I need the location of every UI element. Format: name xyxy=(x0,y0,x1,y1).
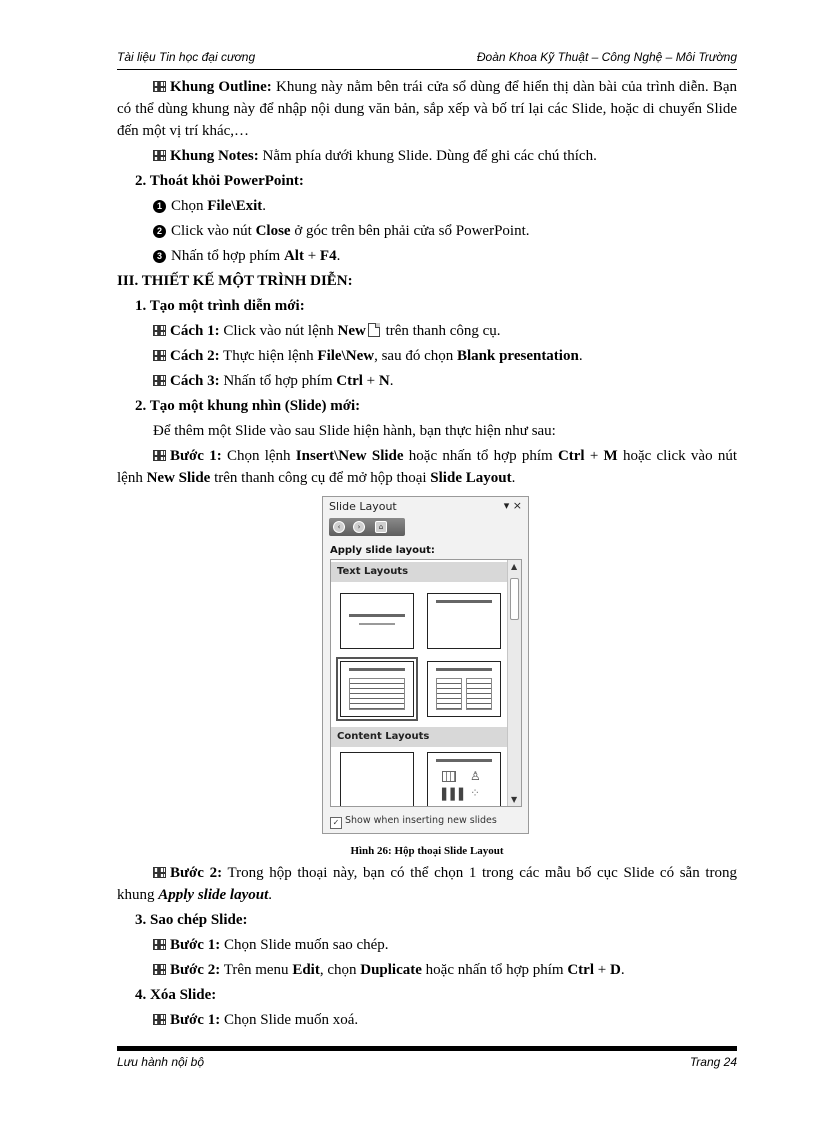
layout-content[interactable] xyxy=(427,752,501,807)
bullet-icon xyxy=(153,1014,166,1025)
show-when-inserting-checkbox[interactable]: ✓ Show when inserting new slides xyxy=(330,815,497,829)
footer-rule xyxy=(117,1046,737,1051)
document-body-continued xyxy=(117,862,737,1034)
exit-heading: 2. Thoát khỏi PowerPoint: xyxy=(135,173,304,189)
layout-title-slide[interactable] xyxy=(340,593,414,649)
way-2: Cách 2: Thực hiện lệnh File\New, sau đó chọn Blank presentation. xyxy=(117,345,737,367)
notes-paragraph: Khung Notes: Nằm phía dưới khung Slide. Dùng để ghi các chú thích. xyxy=(117,145,737,167)
number-two-icon: 2 xyxy=(153,225,166,238)
layout-scrollbar[interactable] xyxy=(507,560,521,806)
group-text-layouts: Text Layouts xyxy=(331,562,507,582)
header-rule xyxy=(117,69,737,70)
bullet-icon xyxy=(153,450,166,461)
page-number: Trang 24 xyxy=(689,1055,737,1069)
layout-title-only[interactable] xyxy=(427,593,501,649)
subsection-3-heading: 3. Sao chép Slide: xyxy=(135,912,248,928)
bullet-icon xyxy=(153,375,166,386)
header-right: Đoàn Khoa Kỹ Thuật – Công Nghệ – Môi Trường xyxy=(476,50,737,64)
subsection-4-heading: 4. Xóa Slide: xyxy=(135,987,217,1003)
home-icon[interactable]: ⌂ xyxy=(375,521,387,533)
subsection-2-intro: Để thêm một Slide vào sau Slide hiện hành, bạn thực hiện như sau: xyxy=(153,423,556,439)
apply-layout-label: Apply slide layout: xyxy=(330,545,435,556)
outline-paragraph: Khung Outline: Khung này nằm bên trái cửa sổ dùng để hiển thị dàn bài của trình diễn. Bạn có thể dùng khung này để nhập nội dung văn bản, sắp xếp và bố trí lại các Slide, hoặc di chuyển Slide đến một vị trí khác,… xyxy=(117,79,738,139)
bullet-icon xyxy=(153,150,166,161)
diagram-icon: ⁘ xyxy=(470,786,481,800)
way-3: Cách 3: Nhấn tổ hợp phím Ctrl + N. xyxy=(117,370,737,392)
figure-caption: Hình 26: Hộp thoại Slide Layout xyxy=(350,845,504,857)
layout-blank[interactable] xyxy=(340,752,414,807)
layout-title-and-text[interactable] xyxy=(340,661,414,717)
scroll-up-icon[interactable]: ▲ xyxy=(511,562,518,571)
bullet-icon xyxy=(153,350,166,361)
new-document-icon xyxy=(368,323,380,337)
layout-list xyxy=(330,559,522,807)
subsection-1-heading: 1. Tạo một trình diễn mới: xyxy=(135,298,305,314)
exit-step-3: 3 Nhấn tổ hợp phím Alt + F4. xyxy=(117,245,737,267)
step-2-paragraph: Bước 2: Trong hộp thoại này, bạn có thể chọn 1 trong các mẫu bố cục Slide có sẵn trong khung Apply slide layout. xyxy=(117,865,738,903)
group-content-layouts: Content Layouts xyxy=(331,727,507,747)
clipart-icon: ♙ xyxy=(470,769,481,783)
document-body xyxy=(117,76,737,492)
copy-step-1: Bước 1: Chọn Slide muốn sao chép. xyxy=(117,934,737,956)
delete-step-1: Bước 1: Chọn Slide muốn xoá. xyxy=(117,1009,737,1031)
table-icon xyxy=(442,771,456,782)
checkbox-checked-icon[interactable]: ✓ xyxy=(330,817,342,829)
exit-step-2: 2 Click vào nút Close ở góc trên bên phải cửa sổ PowerPoint. xyxy=(117,220,737,242)
page-header xyxy=(117,50,737,68)
slide-layout-dialog xyxy=(322,496,529,834)
bullet-icon xyxy=(153,867,166,878)
dialog-close-controls[interactable]: ▾ × xyxy=(503,499,522,512)
dialog-title: Slide Layout xyxy=(329,500,397,513)
way-1: Cách 1: Click vào nút lệnh New trên thanh công cụ. xyxy=(117,320,737,342)
exit-step-1: 1 Chọn File\Exit. xyxy=(117,195,737,217)
chart-icon: ▌▌▌ xyxy=(442,788,468,801)
bullet-icon xyxy=(153,939,166,950)
bullet-icon xyxy=(153,325,166,336)
scroll-down-icon[interactable]: ▼ xyxy=(511,795,518,804)
forward-icon[interactable]: › xyxy=(353,521,365,533)
layout-title-two-columns[interactable] xyxy=(427,661,501,717)
subsection-2-heading: 2. Tạo một khung nhìn (Slide) mới: xyxy=(135,398,361,414)
number-one-icon: 1 xyxy=(153,200,166,213)
copy-step-2: Bước 2: Trên menu Edit, chọn Duplicate hoặc nhấn tổ hợp phím Ctrl + D. xyxy=(117,959,737,981)
dialog-nav-toolbar xyxy=(329,518,405,536)
footer-left: Lưu hành nội bộ xyxy=(117,1055,205,1069)
section-3-heading: III. THIẾT KẾ MỘT TRÌNH DIỄN: xyxy=(117,273,353,289)
scroll-thumb[interactable] xyxy=(510,578,519,620)
back-icon[interactable]: ‹ xyxy=(333,521,345,533)
header-left: Tài liệu Tin học đại cương xyxy=(117,50,256,64)
step-1-paragraph: Bước 1: Chọn lệnh Insert\New Slide hoặc nhấn tổ hợp phím Ctrl + M hoặc click vào nút lệnh New Slide trên thanh công cụ để mở hộp thoại Slide Layout. xyxy=(117,448,737,486)
number-three-icon: 3 xyxy=(153,250,166,263)
bullet-icon xyxy=(153,964,166,975)
bullet-icon xyxy=(153,81,166,92)
